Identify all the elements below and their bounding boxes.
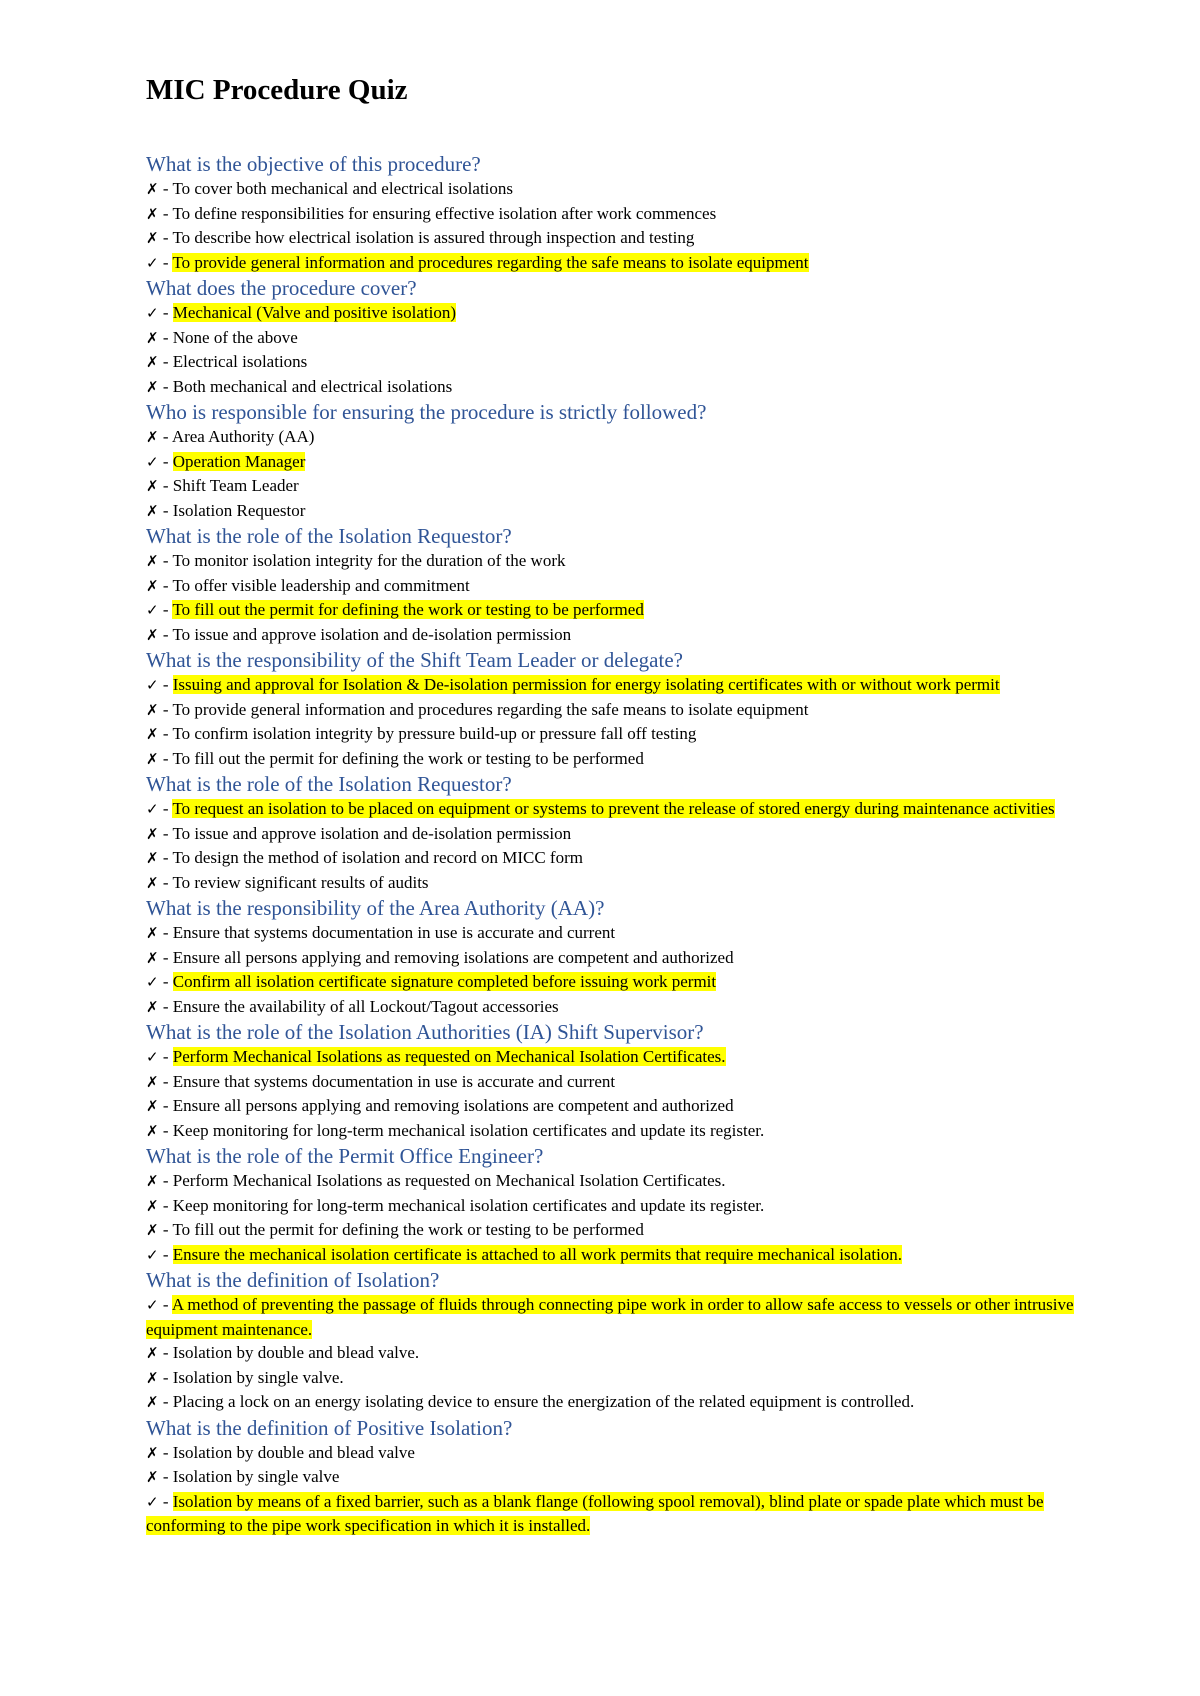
answer-option-wrong <box>146 177 1076 202</box>
cross-mark-icon: ✗ <box>146 1172 159 1190</box>
quiz-question-block <box>146 399 1076 523</box>
cross-mark-icon: ✗ <box>146 477 159 495</box>
answer-option-correct <box>146 450 1076 475</box>
answer-options <box>146 1169 1076 1267</box>
answer-text: Ensure that systems documentation in use is accurate and current <box>172 923 616 942</box>
check-mark-icon: ✓ <box>146 973 159 991</box>
check-mark-icon: ✓ <box>146 452 159 471</box>
answer-options <box>146 1441 1076 1538</box>
answer-text: Ensure that systems documentation in use is accurate and current <box>172 1071 616 1091</box>
correct-answer-text: Isolation by means of a fixed barrier, such as a blank flange (following spool removal), blind plate or spade plate which must be conforming to the pipe work specification in which it is installed. <box>146 1491 1044 1535</box>
mark-separator: - <box>158 1343 173 1362</box>
answer-option-wrong <box>146 1194 1076 1219</box>
mark-separator: - <box>158 1096 173 1115</box>
mark-separator: - <box>158 675 173 694</box>
quiz-question-block <box>146 1267 1076 1415</box>
mark-separator: - <box>158 1171 173 1190</box>
mark-separator: - <box>158 600 173 619</box>
cross-mark-icon: ✗ <box>146 1443 159 1462</box>
mark-separator: - <box>158 996 173 1016</box>
answer-text: To monitor isolation integrity for the duration of the work <box>172 551 566 570</box>
cross-mark-icon: ✗ <box>146 1072 159 1091</box>
mark-separator: - <box>158 252 173 272</box>
question-heading: What is the definition of Positive Isolation? <box>146 1415 513 1440</box>
answer-option-wrong <box>146 202 1076 227</box>
mark-separator: - <box>158 376 173 396</box>
cross-mark-icon: ✗ <box>146 180 159 198</box>
answer-option-correct <box>146 970 1076 995</box>
answer-options <box>146 797 1076 895</box>
quiz-question-block <box>146 647 1076 771</box>
cross-mark-icon: ✗ <box>146 1468 159 1486</box>
answer-text: Ensure all persons applying and removing isolations are competent and authorized <box>172 1096 734 1115</box>
mark-separator: - <box>158 972 173 991</box>
answer-text: To describe how electrical isolation is assured through inspection and testing <box>172 228 695 247</box>
cross-mark-icon: ✗ <box>146 849 159 867</box>
quiz-question-block <box>146 771 1076 895</box>
correct-answer-text: Mechanical (Valve and positive isolation) <box>172 303 456 322</box>
mark-separator: - <box>158 799 173 818</box>
check-mark-icon: ✓ <box>146 1048 159 1066</box>
answer-option-wrong <box>146 822 1076 847</box>
answer-text: To offer visible leadership and commitment <box>172 575 470 595</box>
check-mark-icon: ✓ <box>146 601 159 619</box>
answer-option-wrong <box>146 921 1076 946</box>
answer-text: Isolation by single valve. <box>172 1367 344 1387</box>
answer-text: To issue and approve isolation and de-isolation permission <box>172 823 572 843</box>
question-heading: What is the role of the Permit Office Engineer? <box>146 1144 544 1168</box>
cross-mark-icon: ✗ <box>146 377 159 396</box>
answer-options <box>146 301 1076 399</box>
answer-option-wrong <box>146 1070 1076 1095</box>
answer-text: Isolation by double and blead valve. <box>172 1343 420 1362</box>
answer-option-correct <box>146 1243 1076 1268</box>
question-heading: What is the responsibility of the Area Authority (AA)? <box>146 896 605 920</box>
mark-separator: - <box>158 1244 173 1264</box>
cross-mark-icon: ✗ <box>146 873 159 892</box>
answer-option-wrong <box>146 226 1076 251</box>
answer-option-wrong <box>146 722 1076 747</box>
check-mark-icon: ✓ <box>146 676 159 694</box>
mark-separator: - <box>158 624 173 644</box>
answer-option-wrong <box>146 747 1076 772</box>
cross-mark-icon: ✗ <box>146 328 159 347</box>
quiz-question-block <box>146 895 1076 1019</box>
mark-separator: - <box>158 724 173 743</box>
quiz-question-block <box>146 1415 1076 1538</box>
answer-option-wrong <box>146 1119 1076 1144</box>
mark-separator: - <box>158 352 173 371</box>
answer-option-wrong <box>146 1094 1076 1119</box>
page-title: MIC Procedure Quiz <box>146 74 408 106</box>
answer-option-wrong <box>146 326 1076 351</box>
answer-text: Isolation Requestor <box>172 500 306 520</box>
answer-option-wrong <box>146 698 1076 723</box>
correct-answer-text: A method of preventing the passage of fluids through connecting pipe work in order to allow safe access to vessels or other intrusive equipment maintenance. <box>146 1295 1074 1339</box>
answer-option-wrong <box>146 1465 1076 1490</box>
answer-option-wrong <box>146 499 1076 524</box>
question-heading: What is the role of the Isolation Authorities (IA) Shift Supervisor? <box>146 1020 704 1044</box>
correct-answer-text: To fill out the permit for defining the work or testing to be performed <box>172 600 644 619</box>
answer-text: None of the above <box>172 327 298 347</box>
question-heading: What is the objective of this procedure? <box>146 152 481 176</box>
mark-separator: - <box>158 1392 173 1411</box>
answer-text: To review significant results of audits <box>172 872 429 892</box>
document-page <box>146 70 1076 1538</box>
answer-option-correct <box>146 1293 1076 1341</box>
cross-mark-icon: ✗ <box>146 700 159 719</box>
answer-option-wrong <box>146 623 1076 648</box>
answer-text: To fill out the permit for defining the work or testing to be performed <box>172 748 644 768</box>
answer-option-correct <box>146 673 1076 698</box>
cross-mark-icon: ✗ <box>146 501 159 520</box>
answer-options <box>146 1293 1076 1415</box>
answer-option-correct <box>146 251 1076 276</box>
answer-text: Ensure all persons applying and removing isolations are competent and authorized <box>172 947 734 967</box>
mark-separator: - <box>158 1295 172 1314</box>
answer-text: Isolation by double and blead valve <box>172 1442 415 1462</box>
mark-separator: - <box>158 500 173 520</box>
answer-option-wrong <box>146 946 1076 971</box>
check-mark-icon: ✓ <box>146 1296 159 1314</box>
answer-text: Area Authority (AA) <box>171 427 315 446</box>
answer-option-wrong <box>146 871 1076 896</box>
mark-separator: - <box>158 451 173 471</box>
cross-mark-icon: ✗ <box>146 552 159 570</box>
mark-separator: - <box>158 327 173 347</box>
mark-separator: - <box>158 203 173 223</box>
answer-option-wrong <box>146 846 1076 871</box>
cross-mark-icon: ✗ <box>146 1368 159 1387</box>
answer-options <box>146 673 1076 771</box>
check-mark-icon: ✓ <box>146 800 159 818</box>
quiz-question-block <box>146 275 1076 399</box>
cross-mark-icon: ✗ <box>146 625 159 644</box>
cross-mark-icon: ✗ <box>146 948 159 967</box>
mark-separator: - <box>158 1442 173 1462</box>
check-mark-icon: ✓ <box>146 304 159 322</box>
correct-answer-text: Issuing and approval for Isolation & De-isolation permission for energy isolating certificates with or without work permit <box>172 675 1000 694</box>
answer-text: Shift Team Leader <box>172 476 299 495</box>
cross-mark-icon: ✗ <box>146 1221 159 1239</box>
quiz-list <box>146 151 1076 1538</box>
answer-option-wrong <box>146 1218 1076 1243</box>
mark-separator: - <box>158 748 173 768</box>
answer-text: Isolation by single valve <box>172 1467 340 1486</box>
mark-separator: - <box>158 848 173 867</box>
answer-option-wrong <box>146 1366 1076 1391</box>
answer-option-wrong <box>146 1390 1076 1415</box>
cross-mark-icon: ✗ <box>146 1097 159 1115</box>
answer-text: To fill out the permit for defining the work or testing to be performed <box>172 1220 644 1239</box>
mark-separator: - <box>158 1195 173 1215</box>
answer-text: Both mechanical and electrical isolations <box>172 376 453 396</box>
mark-separator: - <box>158 1071 173 1091</box>
answer-option-wrong <box>146 350 1076 375</box>
answer-option-wrong <box>146 1169 1076 1194</box>
cross-mark-icon: ✗ <box>146 353 159 371</box>
question-heading: What is the definition of Isolation? <box>146 1268 440 1292</box>
answer-text: To provide general information and procedures regarding the safe means to isolate equipment <box>172 699 809 719</box>
cross-mark-icon: ✗ <box>146 428 159 446</box>
mark-separator: - <box>158 1491 173 1511</box>
mark-separator: - <box>158 923 173 942</box>
correct-answer-text: Confirm all isolation certificate signature completed before issuing work permit <box>172 972 717 991</box>
mark-separator: - <box>158 872 173 892</box>
answer-option-wrong <box>146 425 1076 450</box>
quiz-question-block <box>146 151 1076 275</box>
quiz-question-block <box>146 1143 1076 1267</box>
answer-options <box>146 1045 1076 1143</box>
answer-text: Placing a lock on an energy isolating device to ensure the energization of the related equipment is controlled. <box>172 1392 915 1411</box>
check-mark-icon: ✓ <box>146 1245 159 1264</box>
quiz-question-block <box>146 523 1076 647</box>
correct-answer-text: Operation Manager <box>172 451 306 471</box>
answer-text: To define responsibilities for ensuring effective isolation after work commences <box>172 203 717 223</box>
cross-mark-icon: ✗ <box>146 749 159 768</box>
answer-option-wrong <box>146 549 1076 574</box>
answer-text: Electrical isolations <box>172 352 308 371</box>
correct-answer-text: Perform Mechanical Isolations as requested on Mechanical Isolation Certificates. <box>172 1047 726 1066</box>
answer-option-wrong <box>146 474 1076 499</box>
answer-text: Ensure the availability of all Lockout/Tagout accessories <box>172 996 559 1016</box>
mark-separator: - <box>158 303 173 322</box>
answer-options <box>146 425 1076 523</box>
check-mark-icon: ✓ <box>146 253 159 272</box>
answer-text: Keep monitoring for long-term mechanical isolation certificates and update its register. <box>172 1120 765 1140</box>
answer-text: Keep monitoring for long-term mechanical isolation certificates and update its register. <box>172 1195 765 1215</box>
mark-separator: - <box>158 551 173 570</box>
question-heading: Who is responsible for ensuring the procedure is strictly followed? <box>146 400 707 424</box>
question-heading: What is the role of the Isolation Requestor? <box>146 524 512 548</box>
quiz-question-block <box>146 1019 1076 1143</box>
cross-mark-icon: ✗ <box>146 1121 159 1140</box>
question-heading: What is the role of the Isolation Requestor? <box>146 772 512 796</box>
answer-options <box>146 549 1076 647</box>
mark-separator: - <box>158 1467 173 1486</box>
answer-options <box>146 921 1076 1019</box>
mark-separator: - <box>158 476 173 495</box>
mark-separator: - <box>158 1047 173 1066</box>
mark-separator: - <box>158 1367 173 1387</box>
answer-option-correct <box>146 598 1076 623</box>
mark-separator: - <box>158 947 173 967</box>
cross-mark-icon: ✗ <box>146 924 159 942</box>
answer-option-correct <box>146 797 1076 822</box>
answer-option-wrong <box>146 574 1076 599</box>
mark-separator: - <box>158 575 173 595</box>
cross-mark-icon: ✗ <box>146 204 159 223</box>
answer-text: To cover both mechanical and electrical isolations <box>172 179 514 198</box>
answer-option-wrong <box>146 1341 1076 1366</box>
mark-separator: - <box>158 1220 173 1239</box>
mark-separator: - <box>158 699 173 719</box>
answer-text: To design the method of isolation and record on MICC form <box>172 848 583 867</box>
mark-separator: - <box>158 179 173 198</box>
answer-text: Perform Mechanical Isolations as requested on Mechanical Isolation Certificates. <box>172 1171 726 1190</box>
correct-answer-text: To request an isolation to be placed on equipment or systems to prevent the release of stored energy during maintenance activities <box>172 799 1055 818</box>
correct-answer-text: Ensure the mechanical isolation certificate is attached to all work permits that require mechanical isolation. <box>172 1244 903 1264</box>
answer-text: To issue and approve isolation and de-isolation permission <box>172 624 572 644</box>
question-heading: What does the procedure cover? <box>146 276 417 300</box>
check-mark-icon: ✓ <box>146 1492 159 1511</box>
cross-mark-icon: ✗ <box>146 824 159 843</box>
answer-option-correct <box>146 1490 1076 1538</box>
mark-separator: - <box>158 228 173 247</box>
question-heading: What is the responsibility of the Shift Team Leader or delegate? <box>146 648 683 672</box>
cross-mark-icon: ✗ <box>146 1344 159 1362</box>
answer-text: To confirm isolation integrity by pressure build-up or pressure fall off testing <box>172 724 697 743</box>
answer-option-wrong <box>146 995 1076 1020</box>
answer-option-correct <box>146 301 1076 326</box>
mark-separator: - <box>158 823 173 843</box>
answer-options <box>146 177 1076 275</box>
cross-mark-icon: ✗ <box>146 997 159 1016</box>
cross-mark-icon: ✗ <box>146 725 159 743</box>
cross-mark-icon: ✗ <box>146 1196 159 1215</box>
mark-separator: - <box>158 427 172 446</box>
answer-option-correct <box>146 1045 1076 1070</box>
answer-option-wrong <box>146 375 1076 400</box>
answer-option-wrong <box>146 1441 1076 1466</box>
correct-answer-text: To provide general information and procedures regarding the safe means to isolate equipment <box>172 252 809 272</box>
cross-mark-icon: ✗ <box>146 576 159 595</box>
cross-mark-icon: ✗ <box>146 229 159 247</box>
cross-mark-icon: ✗ <box>146 1393 159 1411</box>
mark-separator: - <box>158 1120 173 1140</box>
